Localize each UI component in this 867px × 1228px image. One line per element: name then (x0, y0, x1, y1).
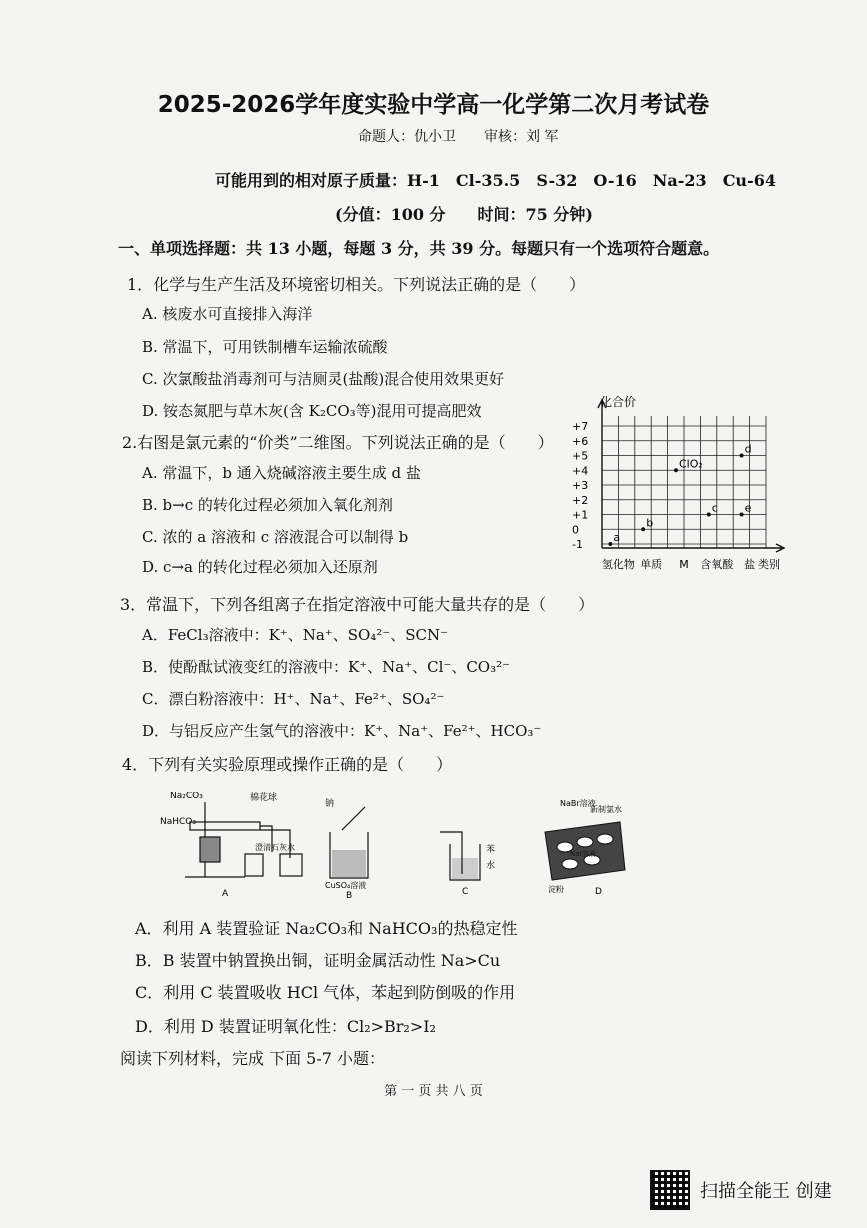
chart-point-a (608, 542, 612, 546)
exam-title: 2025-2026学年度实验中学高一化学第二次月考试卷 (157, 92, 710, 118)
chart-point-b (641, 527, 645, 531)
apparatus-figure (160, 792, 630, 902)
label-d2: 新制氯水 (590, 805, 622, 814)
qr-code-icon (650, 1170, 690, 1210)
label-c2: 水 (486, 861, 496, 871)
chart-ytick: +5 (572, 449, 589, 463)
chart-ytick: +7 (572, 420, 589, 433)
q4-option-b: B．B 装置中钠置换出铜，证明金属活动性 Na>Cu (135, 951, 501, 970)
apparatus-a-drawing (185, 802, 302, 877)
apparatus-c-drawing (440, 832, 480, 880)
label-a1: Na₂CO₃ (170, 792, 203, 801)
apparatus-b-drawing (330, 807, 368, 878)
label-b1: 钠 (325, 799, 335, 809)
reading-instruction: 阅读下列材料，完成 下面 5-7 小题： (120, 1049, 386, 1068)
q1-option-c: C. 次氯酸盐消毒剂可与洁厕灵(盐酸)混合使用效果更好 (142, 370, 505, 388)
q3-option-a: A．FeCl₃溶液中：K⁺、Na⁺、SO₄²⁻、SCN⁻ (142, 626, 449, 644)
chart-ytick: +4 (572, 464, 589, 478)
q2-option-a: A. 常温下，b 通入烧碱溶液主要生成 d 盐 (142, 464, 421, 482)
chart-ytick: +3 (572, 479, 589, 492)
chart-point-label: c (711, 501, 718, 515)
chart-point-label: e (744, 501, 752, 515)
section-heading: 一、单项选择题：共 13 小题，每题 3 分，共 39 分。每题只有一个选项符合题意。 (118, 239, 720, 258)
exam-timing: (分值：100 分 时间：75 分钟) (335, 205, 593, 224)
chart-point-e (740, 513, 744, 517)
q4-option-a: A．利用 A 装置验证 Na₂CO₃和 NaHCO₃的热稳定性 (135, 919, 518, 938)
chart-point-ClO₂ (674, 468, 678, 472)
label-d4: 淀粉 (548, 885, 564, 894)
q3-option-b: B．使酚酞试液变红的溶液中：K⁺、Na⁺、Cl⁻、CO₃²⁻ (142, 658, 511, 676)
label-a2: NaHCO₃ (160, 817, 196, 827)
q2-option-c: C. 浓的 a 溶液和 c 溶液混合可以制得 b (142, 528, 409, 546)
question-1-stem: 1．化学与生产生活及环境密切相关。下列说法正确的是（ ） (127, 275, 586, 294)
question-3-stem: 3．常温下，下列各组离子在指定溶液中可能大量共存的是（ ） (120, 595, 595, 614)
label-a5: A (222, 889, 229, 899)
chart-point-c (707, 513, 711, 517)
scanner-brand: 扫描全能王 创建 (700, 1181, 832, 1202)
q4-option-c: C．利用 C 装置吸收 HCl 气体，苯起到防倒吸的作用 (135, 983, 516, 1002)
label-b3: B (346, 891, 353, 901)
label-d1: NaBr溶液 (560, 799, 596, 808)
q2-option-b: B. b→c 的转化过程必须加入氧化剂剂 (142, 496, 393, 514)
chart-category-label: 氢化物 (601, 558, 635, 571)
label-b2: CuSO₄溶液 (325, 881, 367, 890)
chart-point-d (740, 454, 744, 458)
label-a3: 棉花球 (250, 793, 278, 803)
exam-authors: 命题人：仇小卫 审核：刘 军 (358, 129, 559, 145)
chart-category-label: 盐 (744, 558, 756, 571)
label-a4: 澄清石灰水 (255, 843, 295, 852)
q1-option-b: B. 常温下，可用铁制槽车运输浓硫酸 (142, 338, 388, 356)
chart-ytick: +1 (572, 508, 589, 522)
page-footer: 第 一 页 共 八 页 (384, 1084, 483, 1099)
label-c1: 苯 (486, 845, 496, 855)
question-2-stem: 2.右图是氯元素的“价类”二维图。下列说法正确的是（ ） (122, 433, 554, 452)
label-d3: NaI溶液 (570, 850, 596, 858)
chart-category-label: 单质 (640, 558, 663, 571)
valence-class-chart (570, 396, 790, 576)
scanner-watermark (650, 1170, 832, 1210)
chart-category-label: M (679, 558, 689, 571)
q2-option-d: D. c→a 的转化过程必须加入还原剂 (142, 558, 378, 576)
q3-option-d: D．与铝反应产生氢气的溶液中：K⁺、Na⁺、Fe²⁺、HCO₃⁻ (142, 722, 542, 740)
q4-option-d: D．利用 D 装置证明氧化性：Cl₂>Br₂>I₂ (135, 1017, 436, 1036)
q1-option-a: A. 核废水可直接排入海洋 (142, 305, 313, 323)
label-c3: C (462, 887, 469, 897)
q1-option-d: D. 铵态氮肥与草木灰(含 K₂CO₃等)混用可提高肥效 (142, 402, 482, 420)
chart-xlabel: 类别 (758, 558, 780, 571)
chart-point-label: d (744, 442, 752, 456)
q3-option-c: C．漂白粉溶液中：H⁺、Na⁺、Fe²⁺、SO₄²⁻ (142, 690, 445, 708)
chart-point-label: ClO₂ (679, 457, 703, 471)
label-d5: D (595, 887, 602, 897)
chart-category-label: 含氧酸 (700, 558, 734, 571)
atomic-masses: 可能用到的相对原子质量：H-1 Cl-35.5 S-32 O-16 Na-23 Cu-64 (215, 171, 776, 190)
question-4-stem: 4．下列有关实验原理或操作正确的是（ ） (122, 755, 453, 774)
chart-ytick: 0 (572, 523, 579, 537)
chart-point-label: b (646, 516, 654, 530)
chart-point-label: a (613, 531, 621, 544)
chart-ylabel: 化合价 (600, 396, 637, 409)
chart-ytick: +6 (572, 434, 589, 448)
chart-ytick: +2 (572, 493, 589, 507)
chart-ytick: -1 (572, 538, 583, 551)
